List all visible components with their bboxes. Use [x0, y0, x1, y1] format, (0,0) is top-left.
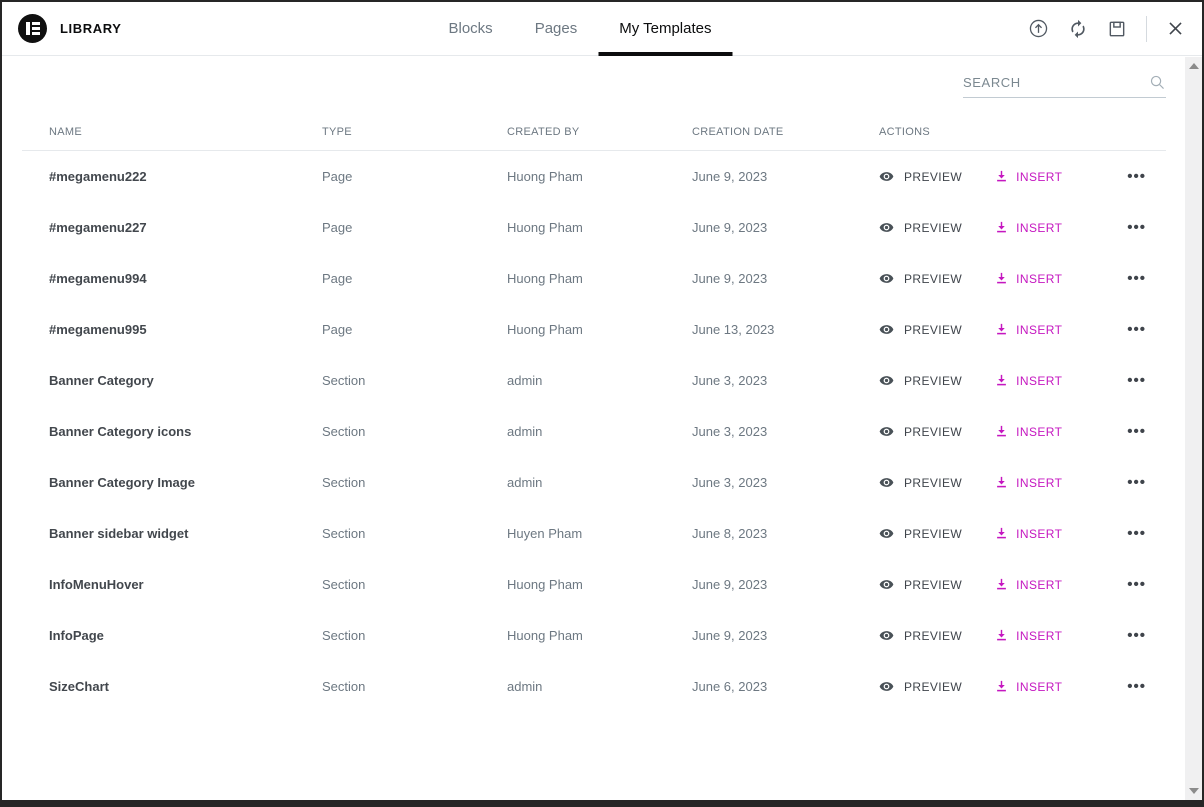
template-created-by: admin [507, 679, 543, 694]
more-actions-button[interactable]: ••• [1127, 321, 1146, 338]
template-type: Page [322, 169, 353, 184]
template-type: Page [322, 322, 353, 337]
template-type: Page [322, 271, 353, 286]
insert-label: INSERT [1016, 220, 1063, 235]
search-input[interactable] [963, 75, 1149, 90]
preview-label: PREVIEW [904, 475, 963, 490]
template-name: #megamenu222 [49, 169, 147, 184]
template-actions [879, 373, 1166, 388]
column-header-actions: ACTIONS [879, 126, 930, 138]
template-creation-date: June 9, 2023 [692, 271, 768, 286]
template-creation-date: June 3, 2023 [692, 373, 768, 388]
column-header-created-by: CREATED BY [507, 126, 580, 138]
more-actions-button[interactable]: ••• [1127, 474, 1146, 491]
insert-button[interactable] [995, 578, 1062, 592]
insert-label: INSERT [1016, 475, 1063, 490]
preview-button[interactable] [879, 577, 962, 592]
template-type: Section [322, 373, 366, 388]
eye-icon [879, 271, 894, 286]
scroll-down-arrow-icon[interactable] [1189, 788, 1199, 794]
header-toolbar [1028, 16, 1202, 42]
insert-button[interactable] [995, 323, 1062, 337]
vertical-scrollbar[interactable] [1185, 57, 1202, 800]
template-name: Banner sidebar widget [49, 526, 189, 541]
table-header-row [22, 98, 1166, 151]
template-created-by: Huong Pham [507, 322, 583, 337]
template-actions [879, 628, 1166, 643]
eye-icon [879, 475, 894, 490]
eye-icon [879, 373, 894, 388]
template-actions [879, 526, 1166, 541]
template-name: SizeChart [49, 679, 109, 694]
preview-button[interactable] [879, 679, 962, 694]
tabs [428, 2, 733, 55]
preview-button[interactable] [879, 169, 962, 184]
template-row [22, 406, 1166, 457]
preview-button[interactable] [879, 475, 962, 490]
more-actions-button[interactable]: ••• [1127, 168, 1146, 185]
column-header-creation-date: CREATION DATE [692, 126, 784, 138]
insert-label: INSERT [1016, 373, 1063, 388]
template-actions [879, 271, 1166, 286]
template-created-by: Huong Pham [507, 220, 583, 235]
import-template-icon [1028, 18, 1049, 39]
insert-button[interactable] [995, 170, 1062, 184]
template-type: Section [322, 526, 366, 541]
preview-button[interactable] [879, 322, 962, 337]
insert-label: INSERT [1016, 577, 1063, 592]
template-row [22, 508, 1166, 559]
search-icon [1149, 74, 1166, 91]
template-name: #megamenu227 [49, 220, 147, 235]
template-creation-date: June 9, 2023 [692, 628, 768, 643]
scroll-up-arrow-icon[interactable] [1189, 63, 1199, 69]
more-actions-button[interactable]: ••• [1127, 576, 1146, 593]
template-created-by: admin [507, 475, 543, 490]
save-icon [1107, 19, 1127, 39]
brand [2, 14, 122, 43]
template-row [22, 202, 1166, 253]
template-created-by: Huong Pham [507, 271, 583, 286]
template-table-body [22, 151, 1166, 712]
template-creation-date: June 13, 2023 [692, 322, 775, 337]
insert-download-icon [995, 374, 1008, 387]
insert-download-icon [995, 476, 1008, 489]
template-actions [879, 220, 1166, 235]
preview-label: PREVIEW [904, 373, 963, 388]
column-header-type: TYPE [322, 126, 352, 138]
insert-download-icon [995, 629, 1008, 642]
insert-download-icon [995, 272, 1008, 285]
insert-button[interactable] [995, 680, 1062, 694]
template-row [22, 457, 1166, 508]
insert-label: INSERT [1016, 271, 1063, 286]
template-creation-date: June 3, 2023 [692, 424, 768, 439]
template-name: #megamenu995 [49, 322, 147, 337]
template-creation-date: June 9, 2023 [692, 577, 768, 592]
insert-label: INSERT [1016, 169, 1063, 184]
eye-icon [879, 679, 894, 694]
more-actions-button[interactable]: ••• [1127, 372, 1146, 389]
insert-download-icon [995, 170, 1008, 183]
template-actions [879, 322, 1166, 337]
close-icon [1166, 19, 1185, 38]
template-row [22, 355, 1166, 406]
template-type: Section [322, 424, 366, 439]
template-type: Section [322, 679, 366, 694]
preview-button[interactable] [879, 628, 962, 643]
templates-panel [2, 74, 1202, 807]
templates-table [22, 98, 1166, 712]
eye-icon [879, 169, 894, 184]
template-name: Banner Category Image [49, 475, 195, 490]
modal-header [2, 2, 1202, 56]
insert-button[interactable] [995, 629, 1062, 643]
eye-icon [879, 577, 894, 592]
template-creation-date: June 9, 2023 [692, 220, 768, 235]
template-name: InfoMenuHover [49, 577, 144, 592]
template-creation-date: June 6, 2023 [692, 679, 768, 694]
template-actions [879, 679, 1166, 694]
eye-icon [879, 424, 894, 439]
insert-button[interactable] [995, 272, 1062, 286]
tab-blocks[interactable] [428, 2, 514, 55]
sync-library-button[interactable] [1068, 19, 1088, 39]
template-row [22, 151, 1166, 202]
preview-button[interactable] [879, 526, 962, 541]
insert-download-icon [995, 323, 1008, 336]
template-created-by: Huong Pham [507, 577, 583, 592]
eye-icon [879, 526, 894, 541]
elementor-logo-icon [18, 14, 47, 43]
insert-label: INSERT [1016, 679, 1063, 694]
eye-icon [879, 220, 894, 235]
template-actions [879, 169, 1166, 184]
more-actions-button[interactable]: ••• [1127, 219, 1146, 236]
insert-download-icon [995, 425, 1008, 438]
template-creation-date: June 8, 2023 [692, 526, 768, 541]
insert-button[interactable] [995, 527, 1062, 541]
toolbar-divider [1146, 16, 1147, 42]
insert-label: INSERT [1016, 424, 1063, 439]
preview-button[interactable] [879, 373, 962, 388]
preview-label: PREVIEW [904, 577, 963, 592]
insert-label: INSERT [1016, 628, 1063, 643]
template-actions [879, 424, 1166, 439]
template-name: #megamenu994 [49, 271, 147, 286]
template-row [22, 253, 1166, 304]
template-creation-date: June 3, 2023 [692, 475, 768, 490]
tab-label: Blocks [448, 20, 493, 37]
column-header-name: NAME [49, 126, 82, 138]
more-actions-button[interactable]: ••• [1127, 270, 1146, 287]
insert-button[interactable] [995, 221, 1062, 235]
search-box [963, 74, 1166, 98]
preview-label: PREVIEW [904, 526, 963, 541]
insert-button[interactable] [995, 374, 1062, 388]
insert-download-icon [995, 527, 1008, 540]
more-actions-button[interactable]: ••• [1127, 423, 1146, 440]
preview-button[interactable] [879, 220, 962, 235]
template-creation-date: June 9, 2023 [692, 169, 768, 184]
template-row [22, 559, 1166, 610]
insert-label: INSERT [1016, 322, 1063, 337]
tab-pages[interactable] [514, 2, 599, 55]
preview-button[interactable] [879, 424, 962, 439]
insert-button[interactable] [995, 425, 1062, 439]
preview-label: PREVIEW [904, 169, 963, 184]
preview-label: PREVIEW [904, 322, 963, 337]
template-type: Page [322, 220, 353, 235]
preview-button[interactable] [879, 271, 962, 286]
template-row [22, 304, 1166, 355]
template-created-by: Huyen Pham [507, 526, 583, 541]
tab-my-templates[interactable] [598, 2, 732, 55]
sync-library-icon [1068, 19, 1088, 39]
modal-title: LIBRARY [60, 21, 122, 36]
template-created-by: Huong Pham [507, 628, 583, 643]
more-actions-button[interactable]: ••• [1127, 627, 1146, 644]
insert-label: INSERT [1016, 526, 1063, 541]
preview-label: PREVIEW [904, 628, 963, 643]
template-row [22, 661, 1166, 712]
template-created-by: admin [507, 373, 543, 388]
eye-icon [879, 322, 894, 337]
more-actions-button[interactable]: ••• [1127, 525, 1146, 542]
close-button[interactable] [1166, 19, 1185, 38]
template-type: Section [322, 577, 366, 592]
insert-download-icon [995, 221, 1008, 234]
more-actions-button[interactable]: ••• [1127, 678, 1146, 695]
template-actions [879, 577, 1166, 592]
preview-label: PREVIEW [904, 220, 963, 235]
template-type: Section [322, 628, 366, 643]
insert-download-icon [995, 578, 1008, 591]
template-row [22, 610, 1166, 661]
template-created-by: admin [507, 424, 543, 439]
save-button[interactable] [1107, 19, 1127, 39]
template-created-by: Huong Pham [507, 169, 583, 184]
template-name: Banner Category [49, 373, 154, 388]
insert-button[interactable] [995, 476, 1062, 490]
preview-label: PREVIEW [904, 271, 963, 286]
template-actions [879, 475, 1166, 490]
tab-label: My Templates [619, 20, 712, 37]
preview-label: PREVIEW [904, 679, 963, 694]
import-template-button[interactable] [1028, 18, 1049, 39]
insert-download-icon [995, 680, 1008, 693]
eye-icon [879, 628, 894, 643]
template-type: Section [322, 475, 366, 490]
preview-label: PREVIEW [904, 424, 963, 439]
template-name: InfoPage [49, 628, 104, 643]
template-name: Banner Category icons [49, 424, 192, 439]
tab-label: Pages [534, 20, 578, 37]
